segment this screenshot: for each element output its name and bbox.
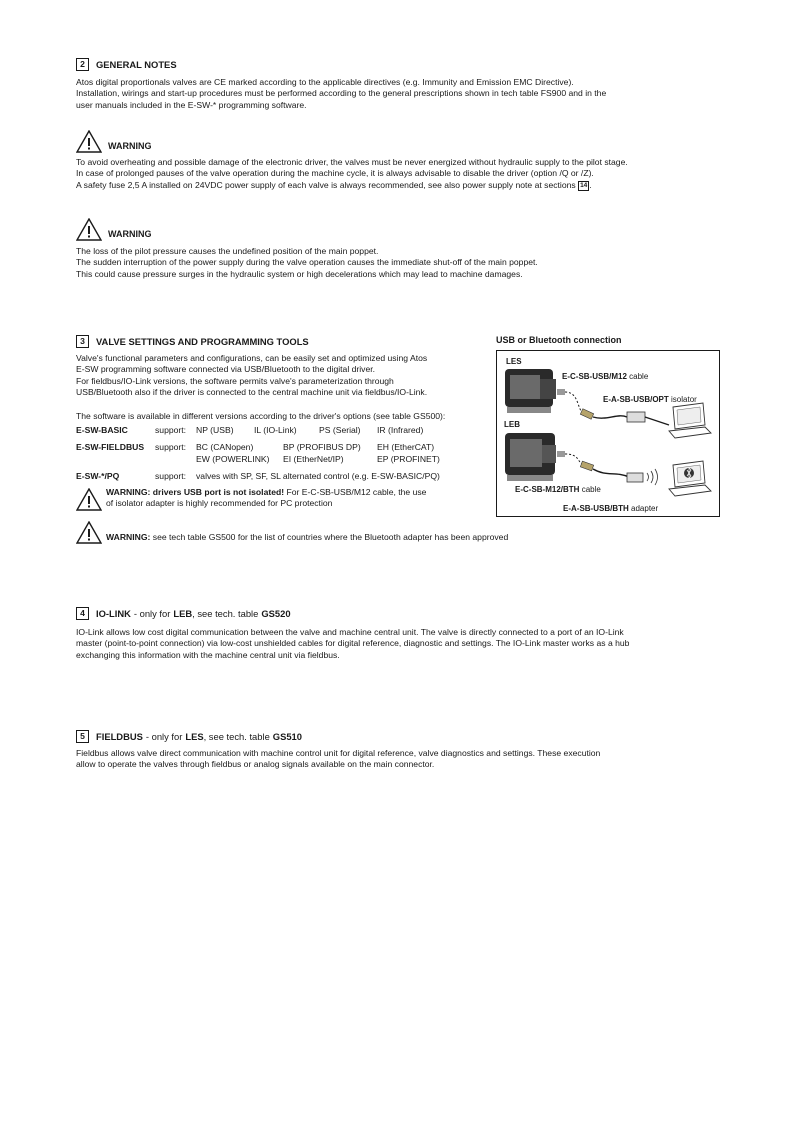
section-number: 3 [76, 335, 89, 348]
adapter-suffix: adapter [631, 504, 659, 513]
section-subtitle-bold: LES [185, 730, 204, 742]
isolator-label [603, 394, 697, 405]
warning-label: WARNING [108, 228, 152, 239]
io-link-line: exchanging this information with the machine central unit via fieldbus. [76, 649, 340, 660]
les-driver-image [505, 369, 556, 413]
fieldbus-line: Fieldbus allows valve direct communication with machine control unit for digital reference, valve diagnostics and settings. These execution [76, 748, 601, 758]
option-bc: BC (CANopen) [196, 442, 254, 453]
warning-line: In case of prolonged pauses of the valve operation during the machine cycle, it is always advisable to disable the driver (option /Q or /Z). [76, 168, 594, 179]
cable2-name: E-C-SB-M12/BTH [515, 485, 580, 494]
warning-line: A safety fuse 2,5 A installed on 24VDC power supply of each valve is always recommended, see also power supply note at sections 14 . [76, 179, 592, 190]
warning-1-text [76, 157, 720, 191]
support-label: support: [155, 425, 187, 435]
section-3-heading [76, 335, 309, 348]
software-versions-table [76, 425, 488, 483]
bt-warning-bold: WARNING: [106, 531, 151, 542]
software-row-pq [76, 471, 488, 482]
adapter-label [563, 503, 658, 514]
warning-line: To avoid overheating and possible damage of the electronic driver, the valves must be never energized without hydraulic supply to the pilot stage. [76, 157, 628, 167]
cable2-label [515, 484, 601, 495]
section-2-heading [76, 58, 177, 71]
support-label: support: [155, 471, 187, 482]
leb-label: LEB [504, 420, 520, 429]
valve-settings-intro [76, 353, 488, 399]
intro-line: For fieldbus/IO-Link versions, the software permits valve's parameterization through [76, 375, 394, 386]
intro-line: Valve's functional parameters and configurations, can be easily set and optimized using Atos [76, 353, 428, 363]
isolator-name: E-A-SB-USB/OPT [603, 395, 669, 404]
general-notes-line: Atos digital proportionals valves are CE marked according to the applicable directives (e.g. Immunity and Emission EMC Directive). [76, 77, 574, 87]
software-row-fieldbus [76, 442, 488, 453]
option-bp: BP (PROFIBUS DP) [283, 442, 361, 453]
section-number: 5 [76, 730, 89, 743]
intro-line: E-SW programming software connected via USB/Bluetooth to the digital driver. [76, 364, 376, 375]
section-subtitle-bold: LEB [173, 607, 193, 619]
warning-line: This could cause pressure surges in the hydraulic system or high decelerations which may lead to machine damages. [76, 268, 523, 279]
cable1-suffix: cable [629, 372, 649, 381]
section-5-heading [76, 730, 302, 743]
section-title: GENERAL NOTES [96, 58, 177, 70]
general-notes-line: user manuals included in the E-SW-* programming software. [76, 99, 307, 110]
warning-triangle-icon [76, 521, 102, 544]
section-number: 4 [76, 607, 89, 620]
io-link-line: master (point-to-point connection) via low-cost unshielded cables for digital reference, diagnostic and settings. The IO-Link master works as a hub [76, 638, 630, 649]
usb-warning-text-2: of isolator adapter is highly recommended for PC protection [106, 498, 333, 509]
support-label: support: [155, 442, 187, 453]
cable2-suffix: cable [581, 485, 601, 494]
warning-1-heading [76, 130, 152, 153]
option-ew: EW (POWERLINK) [196, 453, 270, 464]
section-subtitle-pre: - only for [133, 607, 171, 619]
option-ir: IR (Infrared) [377, 425, 424, 435]
option-il: IL (IO-Link) [254, 425, 297, 435]
io-link-text [76, 627, 720, 661]
wireless-waves-icon [647, 469, 658, 485]
software-name: E-SW-FIELDBUS [76, 442, 145, 453]
warning-2-heading [76, 218, 152, 241]
section-ref-box[interactable]: 14 [580, 181, 588, 189]
pq-description: valves with SP, SF, SL alternated control (e.g. E-SW-BASIC/PQ) [196, 471, 440, 482]
option-ei: EI (EtherNet/IP) [283, 453, 344, 464]
section-number: 2 [76, 58, 89, 71]
isolator-suffix: isolator [671, 395, 697, 404]
warning-triangle-icon [76, 218, 102, 241]
section-subtitle-ref: GS520 [261, 607, 291, 619]
laptop-bluetooth-icon [669, 461, 711, 496]
section-title: IO-LINK [96, 607, 131, 619]
warning-line: The sudden interruption of the power supply during the valve operation causes the immediate shut-off of the main poppet. [76, 257, 538, 268]
adapter-name: E-A-SB-USB/BTH [563, 504, 629, 513]
usb-warning-text: For E-C-SB-USB/M12 cable, the use [286, 487, 427, 497]
option-np: NP (USB) [196, 425, 234, 435]
general-notes-text [76, 77, 720, 111]
bt-warning-text: see tech table GS500 for the list of countries where the Bluetooth adapter has been approved [152, 531, 509, 542]
software-row-fieldbus-2 [76, 454, 488, 465]
option-ps: PS (Serial) [319, 425, 361, 435]
usb-warning-bold: WARNING: drivers USB port is not isolated! [106, 487, 285, 497]
cable1-label [562, 371, 648, 382]
software-row-basic [76, 425, 488, 436]
usb-bluetooth-diagram [496, 350, 720, 517]
option-ep: EP (PROFINET) [377, 453, 440, 464]
option-eh: EH (EtherCAT) [377, 442, 435, 453]
les-label: LES [506, 357, 522, 366]
section-subtitle-pre: - only for [145, 730, 183, 742]
diagram-title: USB or Bluetooth connection [496, 335, 622, 345]
section-title: VALVE SETTINGS AND PROGRAMMING TOOLS [96, 335, 309, 347]
warning-line: The loss of the pilot pressure causes the undefined position of the main poppet. [76, 246, 379, 256]
usb-warning [76, 487, 426, 511]
cable1-name: E-C-SB-USB/M12 [562, 372, 627, 381]
warning-triangle-icon [76, 488, 102, 511]
fieldbus-line: allow to operate the valves through fieldbus or analog signals available on the main connector. [76, 759, 435, 770]
section-subtitle-ref: GS510 [272, 730, 302, 742]
section-4-heading [76, 607, 291, 620]
software-name: E-SW-BASIC [76, 425, 128, 435]
bluetooth-warning [76, 521, 508, 544]
section-title: FIELDBUS [96, 730, 143, 742]
section-subtitle-mid: , see tech. table [192, 607, 259, 619]
warning-line-text: A safety fuse 2,5 A installed on 24VDC power supply of each valve is always recommended, see also power supply note at sections [76, 179, 576, 190]
software-name: E-SW-*/PQ [76, 471, 120, 482]
warning-2-text [76, 246, 720, 280]
io-link-line: IO-Link allows low cost digital communication between the valve and machine central unit. The valve is directly connected to a port of an IO-Link [76, 627, 624, 637]
fieldbus-text [76, 748, 720, 771]
warning-label: WARNING [108, 140, 152, 151]
section-subtitle-mid: , see tech. table [203, 730, 270, 742]
laptop-icon [669, 403, 711, 438]
general-notes-line: Installation, wirings and start-up procedures must be performed according to the general prescriptions shown in tech table FS900 and in the [76, 88, 607, 99]
intro-line: USB/Bluetooth also if the driver is connected to the central machine unit via fieldbus/IO-Link. [76, 387, 428, 398]
leb-driver-image [505, 433, 556, 481]
versions-line: The software is available in different versions according to the driver's options (see table GS500): [76, 411, 446, 421]
warning-triangle-icon [76, 130, 102, 153]
